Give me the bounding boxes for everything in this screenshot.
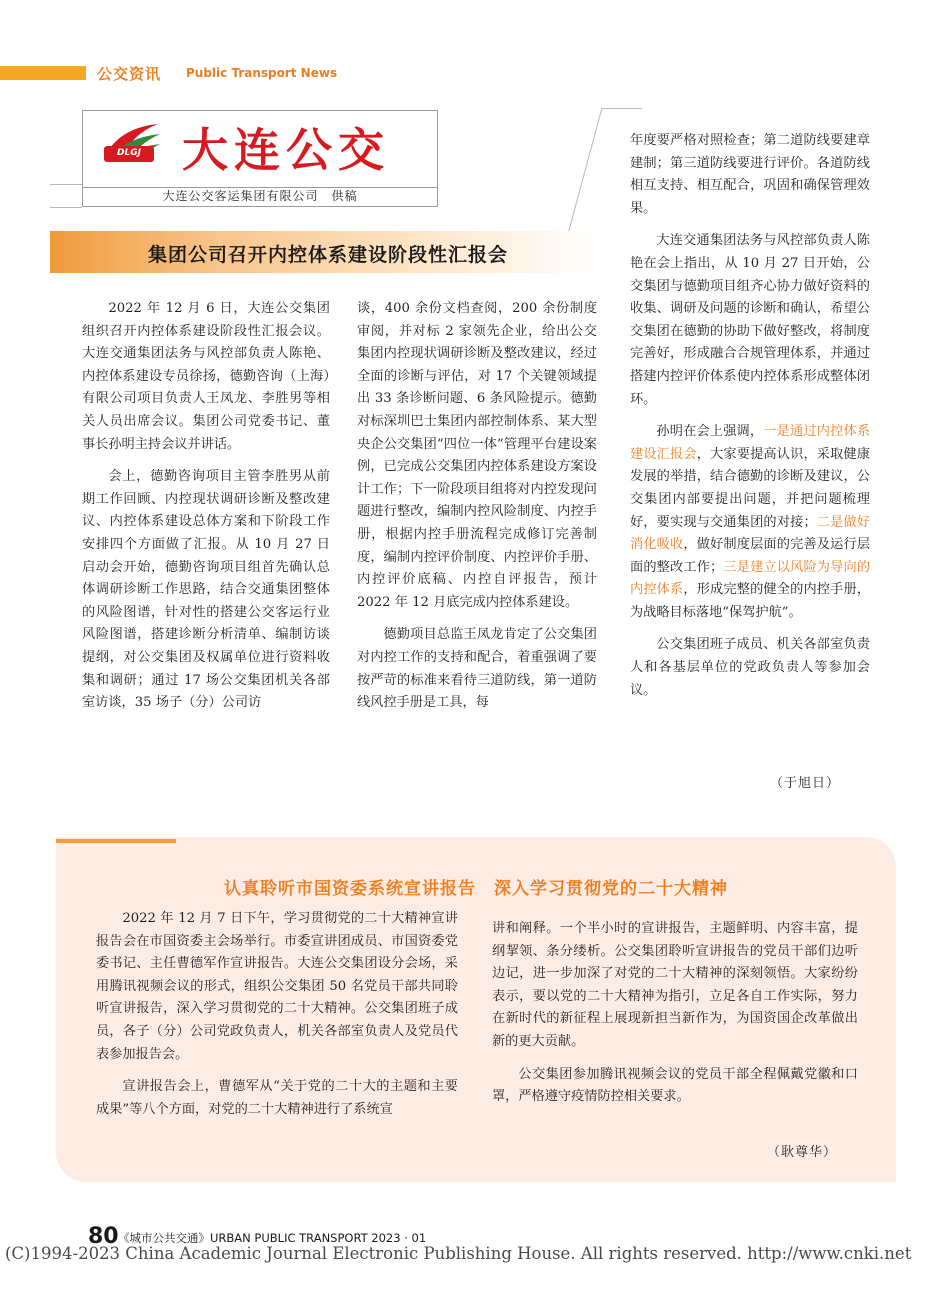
highlight-text: 一是通过内控体系建设汇报会 xyxy=(630,424,871,462)
brand-name: 大连公交 xyxy=(182,123,390,177)
emblem-text: DLGJ xyxy=(117,148,141,158)
divider xyxy=(50,184,82,185)
paragraph: 孙明在会上强调，一是通过内控体系建设汇报会，大家要提高认识，采取健康发展的举措，结合德勤的诊断及建议，公交集团内部要提出问题，并把问题梳理好，要实现与交通集团的对接；二是做好消化吸收，做好制度层面的完善及运行层面的整改工作；三是建立以风险为导向的内控体系，形成完整的健全的内控手册，为战略目标落地“保驾护航”。 xyxy=(630,424,871,620)
article-title: 集团公司召开内控体系建设阶段性汇报会 xyxy=(148,244,509,266)
paragraph: 2022 年 12 月 7 日下午，学习贯彻党的二十大精神宣讲报告会在市国资委主会场举行。市委宣讲团成员、市国资委党委书记、主任曹德军作宣讲报告。大连公交集团设分会场，采用腾讯视频会议的形式，组织公交集团 50 名党员干部共同聆听宣讲报告，深入学习贯彻党的二十大精神。公交集团班子成员，各子（分）公司党政负责人，机关各部室负责人及党员代表参加报告会。 xyxy=(96,911,458,1062)
paragraph: 谈，400 余份文档查阅，200 余份制度审阅，并对标 2 家领先企业，给出公交集团内控现状调研诊断及整改建议，经过全面的诊断与评估，对 17 个关键领域提出 33 条诊断问题、6 条风险提示。德勤对标深圳巴士集团内部控制体系、某大型央企公交集团“四位一体”管理平台建设案例，已完成公交集团内控体系建设方案设计工作；下一阶段项目组将对内控发现问题进行整改，编制内控风险制度、内控手册，根据内控手册流程完成修订完善制度，编制内控评价制度、内控评价手册、内控评价底稿、内控自评报告，预计 2022 年 12 月底完成内控体系建设。 xyxy=(357,301,597,610)
paragraph: 2022 年 12 月 6 日，大连公交集团组织召开内控体系建设阶段性汇报会议。大连交通集团法务与风控部负责人陈艳、内控体系建设专员徐扬，德勤咨询（上海）有限公司项目负责人王凤龙、李胜男等相关人员出席会议。集团公司党委书记、董事长孙明主持会议并讲话。 xyxy=(82,301,330,452)
highlight-text: 二是做好消化吸收 xyxy=(630,514,871,553)
article-column-4 xyxy=(96,908,458,1131)
article-author: （于旭日） xyxy=(770,776,841,791)
paragraph: 会上，德勤咨询项目主管李胜男从前期工作回顾、内控现状调研诊断及整改建议、内控体系建设总体方案和下阶段工作安排四个方面做了汇报。从 10 月 27 日启动会开始，德勤咨询项目组首先确认总体调研诊断工作思路，结合交通集团整体的风险图谱，针对性的搭建公交客运行业风险图谱，搭建诊断分析清单、编制访谈提纲，对公交集团及权属单位进行资料收集和调研；通过 17 场公交集团机关各部室访谈，35 场子（分）公司访 xyxy=(82,469,330,711)
contributor-line: 大连公交客运集团有限公司 供稿 xyxy=(82,186,438,207)
article-column-2 xyxy=(357,298,597,725)
paragraph: 公交集团班子成员、机关各部室负责人和各基层单位的党政负责人等参加会议。 xyxy=(630,637,870,698)
section-title-en: Public Transport News xyxy=(186,66,338,80)
article-column-3 xyxy=(630,130,870,712)
copyright-line: (C)1994-2023 China Academic Journal Electronic Publishing House. All rights reserved. http://www.cnki.net xyxy=(5,1244,912,1263)
article-title: 认真聆听市国资委系统宣讲报告 深入学习贯彻党的二十大精神 xyxy=(224,879,728,899)
section-title-cn: 公交资讯 xyxy=(97,65,162,83)
paragraph: 大连交通集团法务与风控部负责人陈艳在会上指出，从 10 月 27 日开始，公交集团与德勤项目组齐心协力做好资料的收集、调研及问题的诊断和确认，希望公交集团在德勤的协助下做好整改，将制度完善好，形成融合合规管理体系，并通过搭建内控评价体系使内控体系形成整体闭环。 xyxy=(630,233,870,407)
dlgj-emblem-icon xyxy=(98,118,164,176)
page-number: 80 xyxy=(88,1224,119,1249)
paragraph: 德勤项目总监王凤龙肯定了公交集团对内控工作的支持和配合，着重强调了要按严苛的标准来看待三道防线，第一道防线风控手册是工具，每 xyxy=(357,627,597,711)
paragraph: 年度要严格对照检查；第二道防线要建章建制；第三道防线要进行评价。各道防线相互支持、相互配合，巩固和确保管理效果。 xyxy=(630,133,870,216)
paragraph: 宣讲报告会上，曹德军从“关于党的二十大的主题和主要成果”等八个方面，对党的二十大精神进行了系统宣 xyxy=(96,1079,458,1117)
divider xyxy=(50,207,82,208)
box-accent-line xyxy=(56,839,176,843)
paragraph: 公交集团参加腾讯视频会议的党员干部全程佩戴党徽和口罩，严格遵守疫情防控相关要求。 xyxy=(492,1066,858,1105)
article-column-1 xyxy=(82,298,330,725)
section-accent-bar xyxy=(0,66,86,80)
paragraph: 讲和阐释。一个半小时的宣讲报告，主题鲜明、内容丰富，提纲挈领、条分缕析。公交集团聆听宣讲报告的党员干部们边听边记，进一步加深了对党的二十大精神的深刻领悟。大家纷纷表示，要以党的二十大精神为指引，立足各自工作实际，努力在新时代的新征程上展现新担当新作为，为国资国企改革做出新的更大贡献。 xyxy=(492,921,858,1049)
journal-name: 《城市公共交通》URBAN PUBLIC TRANSPORT 2023 · 01 xyxy=(118,1231,427,1245)
highlight-text: 三是建立以风险为导向的内控体系 xyxy=(630,559,871,598)
article-author: （耿尊华） xyxy=(767,1145,838,1160)
article-column-5 xyxy=(492,918,858,1119)
